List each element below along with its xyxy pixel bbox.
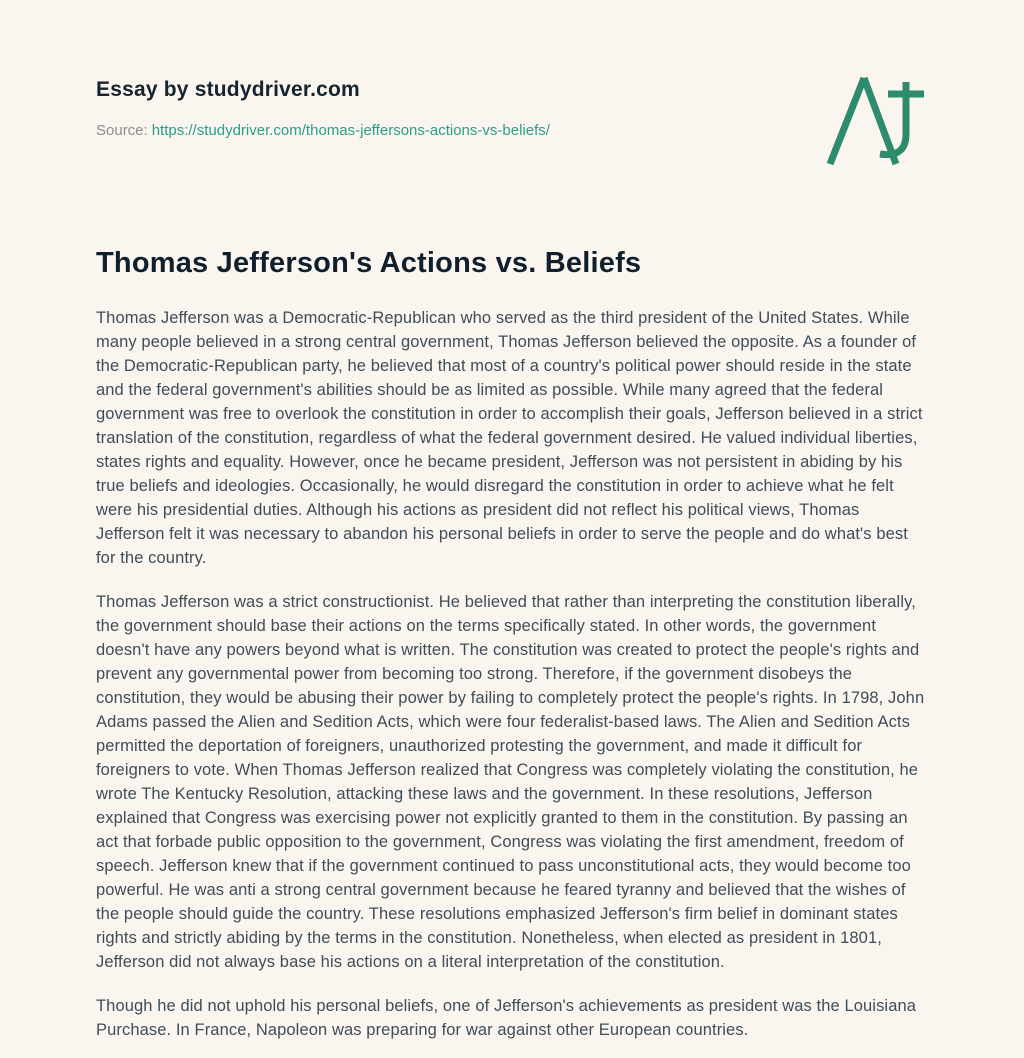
source-line	[96, 122, 928, 139]
paragraph-3: Though he did not uphold his personal beliefs, one of Jefferson's achievements as president was the Louisiana Purchase. In France, Napoleon was preparing for war against other European countries.	[96, 997, 917, 1039]
page-title: Thomas Jefferson's Actions vs. Beliefs	[96, 247, 642, 279]
studydriver-logo-icon	[822, 72, 926, 168]
essay-byline: Essay by studydriver.com	[96, 78, 360, 101]
source-url-link[interactable]: https://studydriver.com/thomas-jeffersons-actions-vs-beliefs/	[151, 122, 550, 139]
paragraph-2: Thomas Jefferson was a strict constructionist. He believed that rather than interpreting the constitution liberally, the government should base their actions on the terms specifically stated. In other words, the government doesn't have any powers beyond what is written. The constitution was created to protect the people's rights and prevent any governmental power from becoming too strong. Therefore, if the government disobeys the constitution, they would be abusing their power by failing to completely protect the people's rights. In 1798, John Adams passed the Alien and Sedition Acts, which were four federalist-based laws. The Alien and Sedition Acts permitted the deportation of foreigners, unauthorized protesting the government, and made it difficult for foreigners to vote. When Thomas Jefferson realized that Congress was completely violating the constitution, he wrote The Kentucky Resolution, attacking these laws and the government. In these resolutions, Jefferson explained that Congress was exercising power not explicitly granted to them in the constitution. By passing an act that forbade public opposition to the government, Congress was violating the first amendment, freedom of speech. Jefferson knew that if the government continued to pass unconstitutional acts, they would become too powerful. He was anti a strong central government because he feared tyranny and believed that the wishes of the people should guide the country. These resolutions emphasized Jefferson's firm belief in dominant states rights and strictly abiding by the terms in the constitution. Nonetheless, when elected as president in 1801, Jefferson did not always base his actions on a literal interpretation of the constitution.	[96, 593, 925, 971]
paragraph-1: Thomas Jefferson was a Democratic-Republican who served as the third president of the United States. While many people believed in a strong central government, Thomas Jefferson believed the opposite. As a founder of the Democratic-Republican party, he believed that most of a country's political power should reside in the state and the federal government's abilities should be as limited as possible. While many agreed that the federal government was free to overlook the constitution in order to accomplish their goals, Jefferson believed in a strict translation of the constitution, regardless of what the federal government desired. He valued individual liberties, states rights and equality. However, once he became president, Jefferson was not persistent in abiding by his true beliefs and ideologies. Occasionally, he would disregard the constitution in order to achieve what he felt were his presidential duties. Although his actions as president did not reflect his political views, Thomas Jefferson felt it was necessary to abandon his personal beliefs in order to serve the people and do what's best for the country.	[96, 309, 923, 567]
article-body	[96, 306, 928, 1042]
source-label: Source:	[96, 122, 148, 139]
